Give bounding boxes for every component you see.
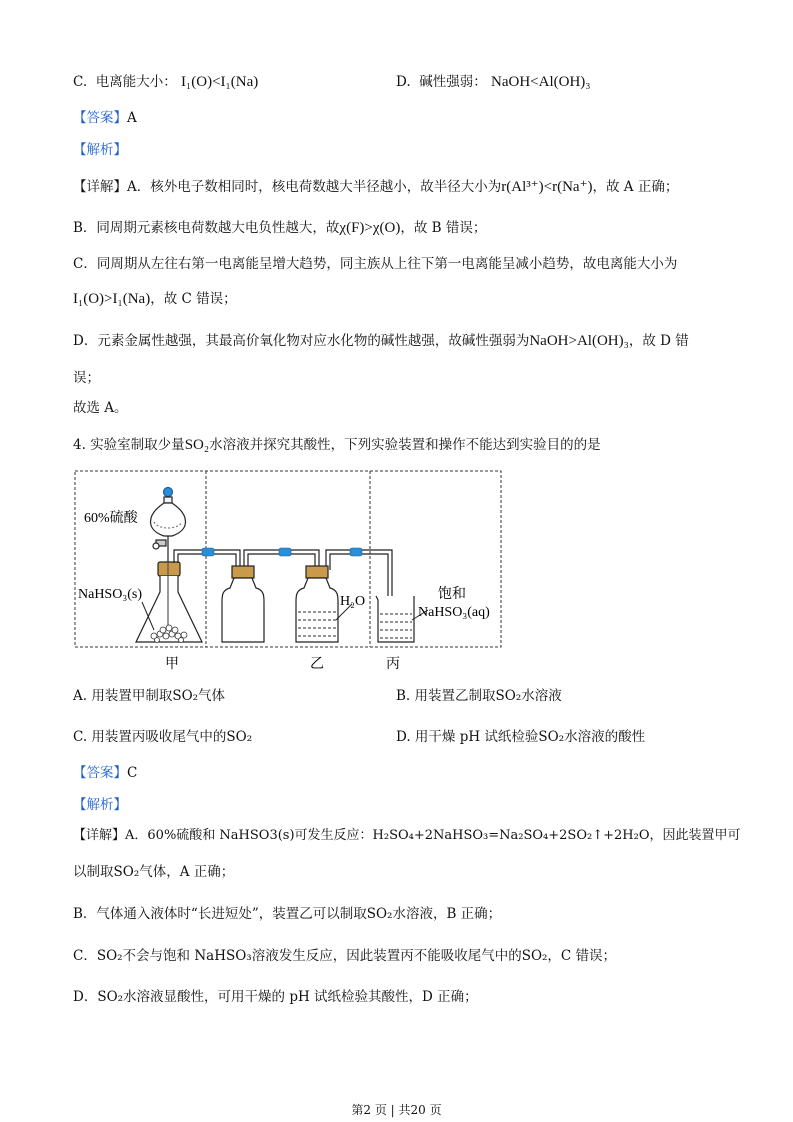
gas-tubes — [174, 550, 392, 636]
analysis-label: 【解析】 — [73, 142, 127, 158]
detail-label: 【详解】 — [73, 179, 127, 195]
detail-label: 【详解】 — [73, 828, 126, 843]
q4-option-d: D. 用干燥 pH 试纸检验SO₂水溶液的酸性 — [396, 729, 646, 745]
q4-detail-b: B．气体通入液体时“长进短处”，装置乙可以制取SO₂水溶液，B 正确； — [73, 906, 502, 922]
solution-label: NaHSO₃(aq) — [418, 605, 490, 620]
water-label: H₂O — [340, 594, 366, 609]
q3-option-d: D. 碱性强弱： NaOH<Al(OH)₃ — [396, 74, 591, 90]
q3-option-c: C. 电离能大小： I₁(O)<I₁(Na) — [73, 74, 259, 90]
q4-answer: 【答案】C — [73, 765, 138, 781]
tube-connectors — [202, 548, 362, 556]
q4-stem: 4. 实验室制取少量SO₂水溶液并探究其酸性，下列实验装置和操作不能达到实验目的的是 — [73, 437, 601, 453]
section-jia: 甲 — [165, 657, 179, 672]
q3-detail-a: 【详解】A．核外电子数相同时，核电荷数越大半径越小，故半径大小为r(Al³⁺)<r(Na⁺)，故 A 正确； — [73, 179, 679, 195]
q3-conclusion: 故选 A。 — [73, 400, 128, 416]
q3-detail-c1: C．同周期从左往右第一电离能呈增大趋势，同主族从上往下第一电离能呈减小趋势，故电离能大小为 — [73, 256, 678, 272]
q3-detail-d2: 误； — [73, 370, 100, 386]
q3-detail-b: B．同周期元素核电荷数越大电负性越大，故χ(F)>χ(O)，故 B 错误； — [73, 220, 487, 236]
q4-detail-c: C．SO₂不会与饱和 NaHSO₃溶液发生反应，因此装置丙不能吸收尾气中的SO₂，C 错误； — [73, 948, 617, 964]
acid-label: 60%硫酸 — [84, 511, 138, 526]
section-bing: 丙 — [386, 657, 400, 672]
beaker — [376, 596, 414, 642]
section-yi: 乙 — [310, 657, 324, 672]
q3-detail-c2: I₁(O)>I₁(Na)，故 C 错误； — [73, 291, 237, 307]
water-bottle — [296, 566, 338, 642]
answer-label: 【答案】 — [73, 110, 127, 126]
q4-option-a: A. 用装置甲制取SO₂气体 — [73, 688, 226, 704]
solid-label: NaHSO₃(s) — [78, 587, 142, 602]
empty-bottle — [222, 566, 264, 642]
analysis-label: 【解析】 — [73, 797, 127, 813]
saturated-label: 饱和 — [438, 587, 466, 602]
separatory-funnel — [151, 488, 186, 563]
answer-label: 【答案】 — [73, 765, 127, 781]
q4-analysis — [73, 795, 127, 815]
page-footer: 第2 页 | 共20 页 — [351, 1103, 442, 1117]
q4-option-b: B. 用装置乙制取SO₂水溶液 — [396, 688, 562, 704]
q3-analysis — [73, 140, 127, 160]
q4-option-c: C. 用装置丙吸收尾气中的SO₂ — [73, 729, 253, 745]
q3-detail-d1: D．元素金属性越强，其最高价氧化物对应水化物的碱性越强，故碱性强弱为NaOH>Al(OH)₃，故 D 错 — [73, 333, 689, 349]
q3-answer: 【答案】A — [73, 110, 137, 126]
q4-detail-a1: 【详解】A．60%硫酸和 NaHSO3(s)可发生反应：H₂SO₄+2NaHSO₃=Na₂SO₄+2SO₂↑+2H₂O，因此装置甲可 — [73, 828, 741, 843]
apparatus-diagram — [74, 470, 504, 675]
q4-detail-d: D．SO₂水溶液显酸性，可用干燥的 pH 试纸检验其酸性，D 正确； — [73, 989, 478, 1005]
q4-detail-a2: 以制取SO₂气体，A 正确； — [73, 864, 235, 880]
